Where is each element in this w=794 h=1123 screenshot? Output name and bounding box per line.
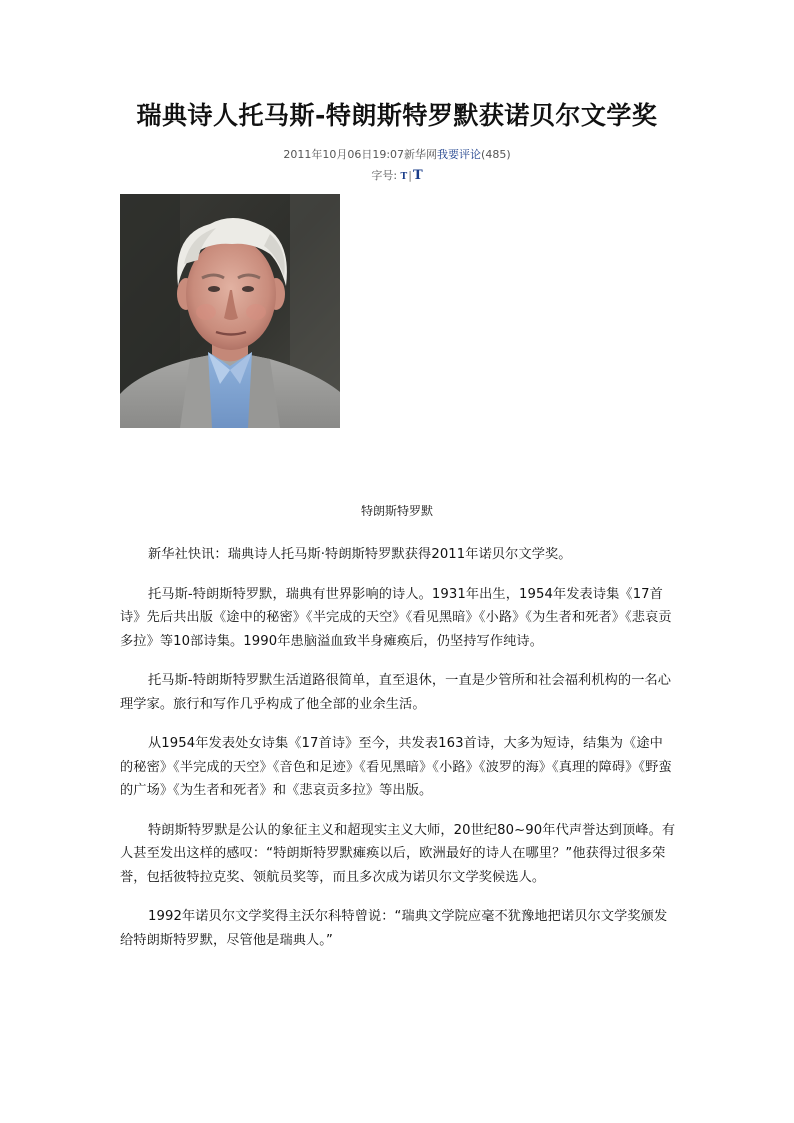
article-paragraph: 1992年诺贝尔文学奖得主沃尔科特曾说：“瑞典文学院应毫不犹豫地把诺贝尔文学奖颁发给特朗斯特罗默，尽管他是瑞典人。” xyxy=(120,909,668,948)
article-paragraph: 托马斯-特朗斯特罗默生活道路很简单，直至退休，一直是少管所和社会福利机构的一名心理学家。旅行和写作几乎构成了他全部的业余生活。 xyxy=(120,673,672,712)
article-paragraph: 托马斯-特朗斯特罗默，瑞典有世界影响的诗人。1931年出生，1954年发表诗集《17首诗》先后共出版《途中的秘密》《半完成的天空》《看见黑暗》《小路》《为生者和死者》《悲哀贡多拉》等10部诗集。1990年患脑溢血致半身瘫痪后，仍坚持写作纯诗。 xyxy=(120,586,672,649)
publish-info: 2011年10月06日19:07新华网 xyxy=(283,148,438,161)
article-paragraph: 新华社快讯：瑞典诗人托马斯·特朗斯特罗默获得2011年诺贝尔文学奖。 xyxy=(148,547,572,562)
font-size-large-button[interactable]: T xyxy=(412,168,423,183)
comment-link[interactable]: 我要评论 xyxy=(437,148,482,161)
article-title: 瑞典诗人托马斯-特朗斯特罗默获诺贝尔文学奖 xyxy=(136,101,658,130)
article-paragraph: 从1954年发表处女诗集《17首诗》至今，共发表163首诗，大多为短诗，结集为《途中的秘密》《半完成的天空》《音色和足迹》《看见黑暗》《小路》《波罗的海》《真理的障碍》《野蛮的广场》《为生者和死者》和《悲哀贡多拉》等出版。 xyxy=(120,736,672,798)
article-meta xyxy=(0,147,794,163)
photo-caption: 特朗斯特罗默 xyxy=(360,504,433,518)
author-photo xyxy=(120,194,340,428)
comment-count: (485) xyxy=(481,148,511,161)
font-size-separator: | xyxy=(408,169,412,182)
font-size-label: 字号: xyxy=(371,169,398,182)
article-body xyxy=(120,543,676,968)
font-size-small-button[interactable]: T xyxy=(400,172,408,182)
article-paragraph: 特朗斯特罗默是公认的象征主义和超现实主义大师，20世纪80~90年代声誉达到顶峰。有人甚至发出这样的感叹：“特朗斯特罗默瘫痪以后，欧洲最好的诗人在哪里？”他获得过很多荣誉，包括彼特拉克奖、领航员奖等，而且多次成为诺贝尔文学奖候选人。 xyxy=(120,822,676,885)
font-size-control xyxy=(0,168,794,185)
